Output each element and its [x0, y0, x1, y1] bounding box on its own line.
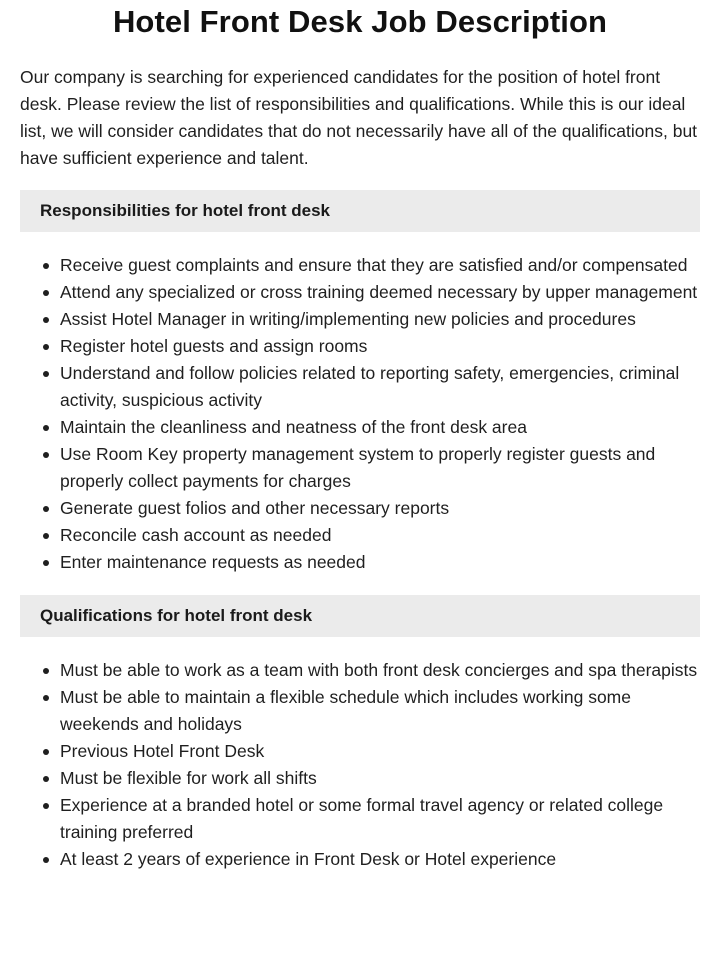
bullet-icon	[43, 803, 49, 809]
responsibilities-heading: Responsibilities for hotel front desk	[40, 201, 330, 220]
bullet-icon	[43, 506, 49, 512]
bullet-icon	[43, 344, 49, 350]
list-item-text: Reconcile cash account as needed	[60, 525, 332, 545]
list-item	[60, 414, 700, 441]
list-item	[60, 549, 700, 576]
list-item-text: Receive guest complaints and ensure that they are satisfied and/or compensated	[60, 255, 688, 275]
bullet-icon	[43, 452, 49, 458]
list-item-text: Must be able to work as a team with both front desk concierges and spa therapists	[60, 660, 698, 680]
list-item-text: Register hotel guests and assign rooms	[60, 336, 368, 356]
bullet-icon	[43, 776, 49, 782]
list-item-text: Attend any specialized or cross training deemed necessary by upper management	[60, 282, 698, 302]
responsibilities-header	[20, 190, 700, 232]
list-item	[60, 738, 700, 765]
list-item-text: Assist Hotel Manager in writing/implementing new policies and procedures	[60, 309, 636, 329]
qualifications-heading: Qualifications for hotel front desk	[40, 606, 313, 625]
bullet-icon	[43, 695, 49, 701]
list-item	[60, 306, 700, 333]
bullet-icon	[43, 317, 49, 323]
qualifications-list	[20, 657, 700, 873]
list-item	[60, 684, 700, 738]
list-item-text: Use Room Key property management system to properly register guests and properly collect payments for charges	[60, 444, 656, 491]
list-item-text: Must be flexible for work all shifts	[60, 768, 317, 788]
bullet-icon	[43, 425, 49, 431]
list-item-text: At least 2 years of experience in Front Desk or Hotel experience	[60, 849, 557, 869]
bullet-icon	[43, 533, 49, 539]
bullet-icon	[43, 560, 49, 566]
bullet-icon	[43, 857, 49, 863]
list-item	[60, 441, 700, 495]
list-item-text: Previous Hotel Front Desk	[60, 741, 265, 761]
intro-paragraph: Our company is searching for experienced candidates for the position of hotel front desk. Please review the list of responsibilities and qualifications. While this is our ideal list, we will consider candidates that do not necessarily have all of the qualifications, but have sufficient experience and talent.	[20, 67, 698, 168]
qualifications-header	[20, 595, 700, 637]
list-item-text: Experience at a branded hotel or some formal travel agency or related college training preferred	[60, 795, 664, 842]
page-title: Hotel Front Desk Job Description	[112, 4, 608, 39]
list-item	[60, 360, 700, 414]
list-item	[60, 252, 700, 279]
list-item-text: Generate guest folios and other necessary reports	[60, 498, 450, 518]
bullet-icon	[43, 371, 49, 377]
list-item-text: Enter maintenance requests as needed	[60, 552, 366, 572]
list-item	[60, 495, 700, 522]
list-item	[60, 792, 700, 846]
bullet-icon	[43, 668, 49, 674]
list-item-text: Must be able to maintain a flexible schedule which includes working some weekends and holidays	[60, 687, 631, 734]
list-item-text: Maintain the cleanliness and neatness of the front desk area	[60, 417, 527, 437]
list-item	[60, 765, 700, 792]
list-item	[60, 522, 700, 549]
list-item-text: Understand and follow policies related to reporting safety, emergencies, criminal activity, suspicious activity	[60, 363, 680, 410]
list-item	[60, 279, 700, 306]
list-item	[60, 333, 700, 360]
responsibilities-list	[20, 252, 700, 576]
list-item	[60, 846, 700, 873]
bullet-icon	[43, 290, 49, 296]
bullet-icon	[43, 749, 49, 755]
bullet-icon	[43, 263, 49, 269]
list-item	[60, 657, 700, 684]
